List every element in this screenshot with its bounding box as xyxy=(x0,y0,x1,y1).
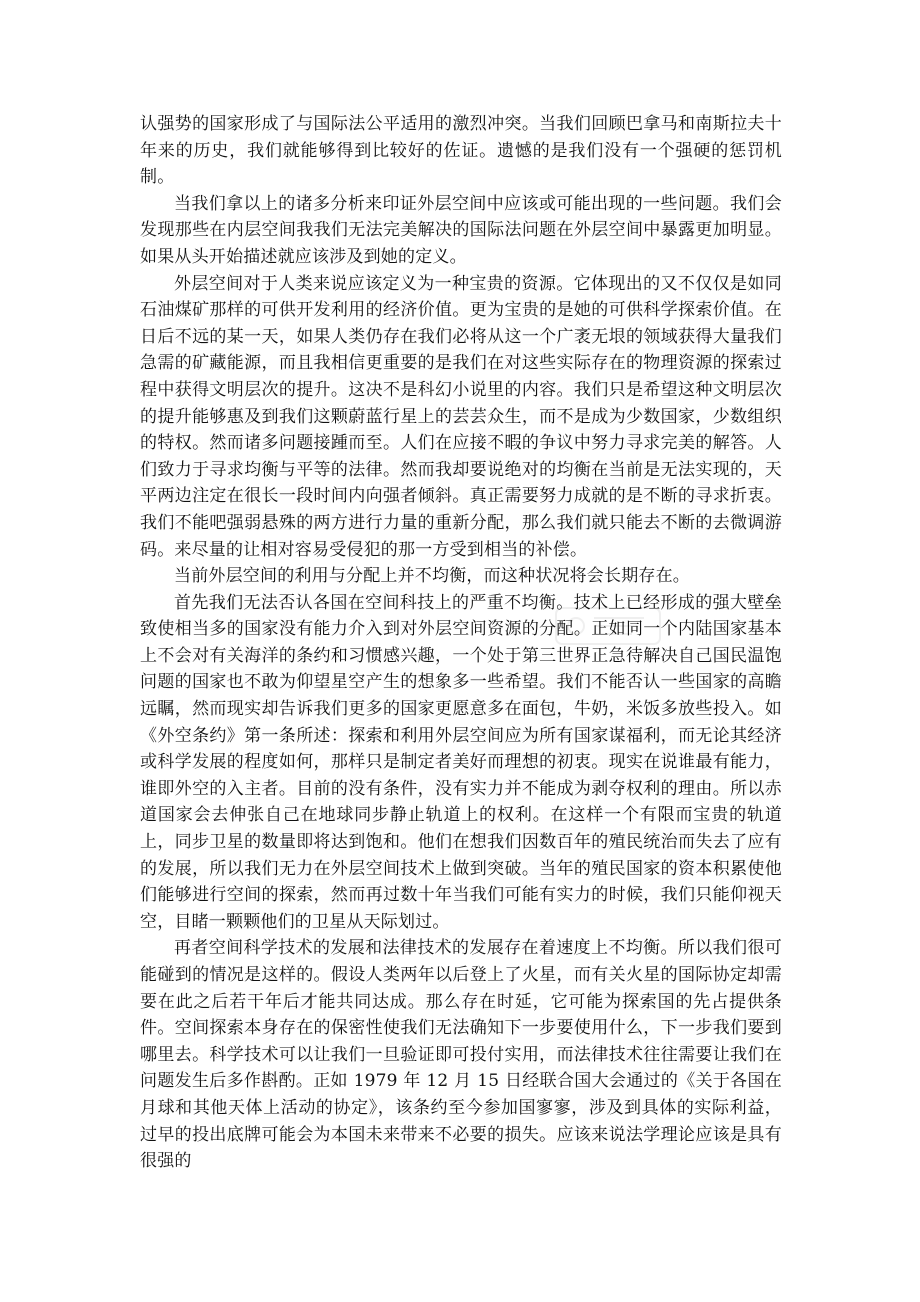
paragraph-6: 再者空间科学技术的发展和法律技术的发展存在着速度上不均衡。所以我们很可能碰到的情况是这样的。假设人类两年以后登上了火星，而有关火星的国际协定却需要在此之后若干年后才能共同达成。那么存在时延，它可能为探索国的先占提供条件。空间探索本身存在的保密性使我们无法确知下一步要使用什么，下一步我们要到哪里去。科学技术可以让我们一旦验证即可投付实用，而法律技术往往需要让我们在问题发生后多作斟酌。正如 1979 年 12 月 15 日经联合国大会通过的《关于各国在月球和其他天体上活动的协定》，该条约至今参加国寥寥，涉及到具体的实际利益，过早的投出底牌可能会为本国未来带来不必要的损失。应该来说法学理论应该是具有很强的 xyxy=(140,938,782,1172)
document-body xyxy=(140,111,782,1175)
paragraph-4: 当前外层空间的利用与分配上并不均衡，而这种状况将会长期存在。 xyxy=(174,566,690,587)
paragraph-1: 认强势的国家形成了与国际法公平适用的激烈冲突。当我们回顾巴拿马和南斯拉夫十年来的历史，我们就能够得到比较好的佐证。遗憾的是我们没有一个强硬的惩罚机制。 xyxy=(140,114,782,188)
paragraph-3: 外层空间对于人类来说应该定义为一种宝贵的资源。它体现出的又不仅仅是如同石油煤矿那样的可供开发利用的经济价值。更为宝贵的是她的可供科学探索价值。在日后不远的某一天，如果人类仍存在我们必将从这一个广袤无垠的领域获得大量我们急需的矿藏能源，而且我相信更重要的是我们在对这些实际存在的物理资源的探索过程中获得文明层次的提升。这决不是科幻小说里的内容。我们只是希望这种文明层次的提升能够惠及到我们这颗蔚蓝行星上的芸芸众生，而不是成为少数国家，少数组织的特权。然而诸多问题接踵而至。人们在应接不暇的争议中努力寻求完美的解答。人们致力于寻求均衡与平等的法律。然而我却要说绝对的均衡在当前是无法实现的，天平两边注定在很长一段时间内向强者倾斜。真正需要努力成就的是不断的寻求折衷。我们不能吧强弱悬殊的两方进行力量的重新分配，那么我们就只能去不断的去微调游码。来尽量的让相对容易受侵犯的那一方受到相当的补偿。 xyxy=(140,273,782,560)
paragraph-2: 当我们拿以上的诸多分析来印证外层空间中应该或可能出现的一些问题。我们会发现那些在内层空间我我们无法完美解决的国际法问题在外层空间中暴露更加明显。如果从头开始描述就应该涉及到她的定义。 xyxy=(140,193,782,267)
paragraph-5: 首先我们无法否认各国在空间科技上的严重不均衡。技术上已经形成的强大壁垒致使相当多的国家没有能力介入到对外层空间资源的分配。正如同一个内陆国家基本上不会对有关海洋的条约和习惯感兴趣，一个处于第三世界正急待解决自己国民温饱问题的国家也不敢为仰望星空产生的想象多一些希望。我们不能否认一些国家的高瞻远瞩，然而现实却告诉我们更多的国家更愿意多在面包，牛奶，米饭多放些投入。如《外空条约》第一条所述：探索和利用外层空间应为所有国家谋福利，而无论其经济或科学发展的程度如何，那样只是制定者美好而理想的初衷。现实在说谁最有能力，谁即外空的入主者。目前的没有条件，没有实力并不能成为剥夺权利的理由。所以赤道国家会去伸张自己在地球同步静止轨道上的权利。在这样一个有限而宝贵的轨道上，同步卫星的数量即将达到饱和。他们在想我们因数百年的殖民统治而失去了应有的发展，所以我们无力在外层空间技术上做到突破。当年的殖民国家的资本积累使他们能够进行空间的探索，然而再过数十年当我们可能有实力的时候，我们只能仰视天空，目睹一颗颗他们的卫星从天际划过。 xyxy=(140,592,782,932)
